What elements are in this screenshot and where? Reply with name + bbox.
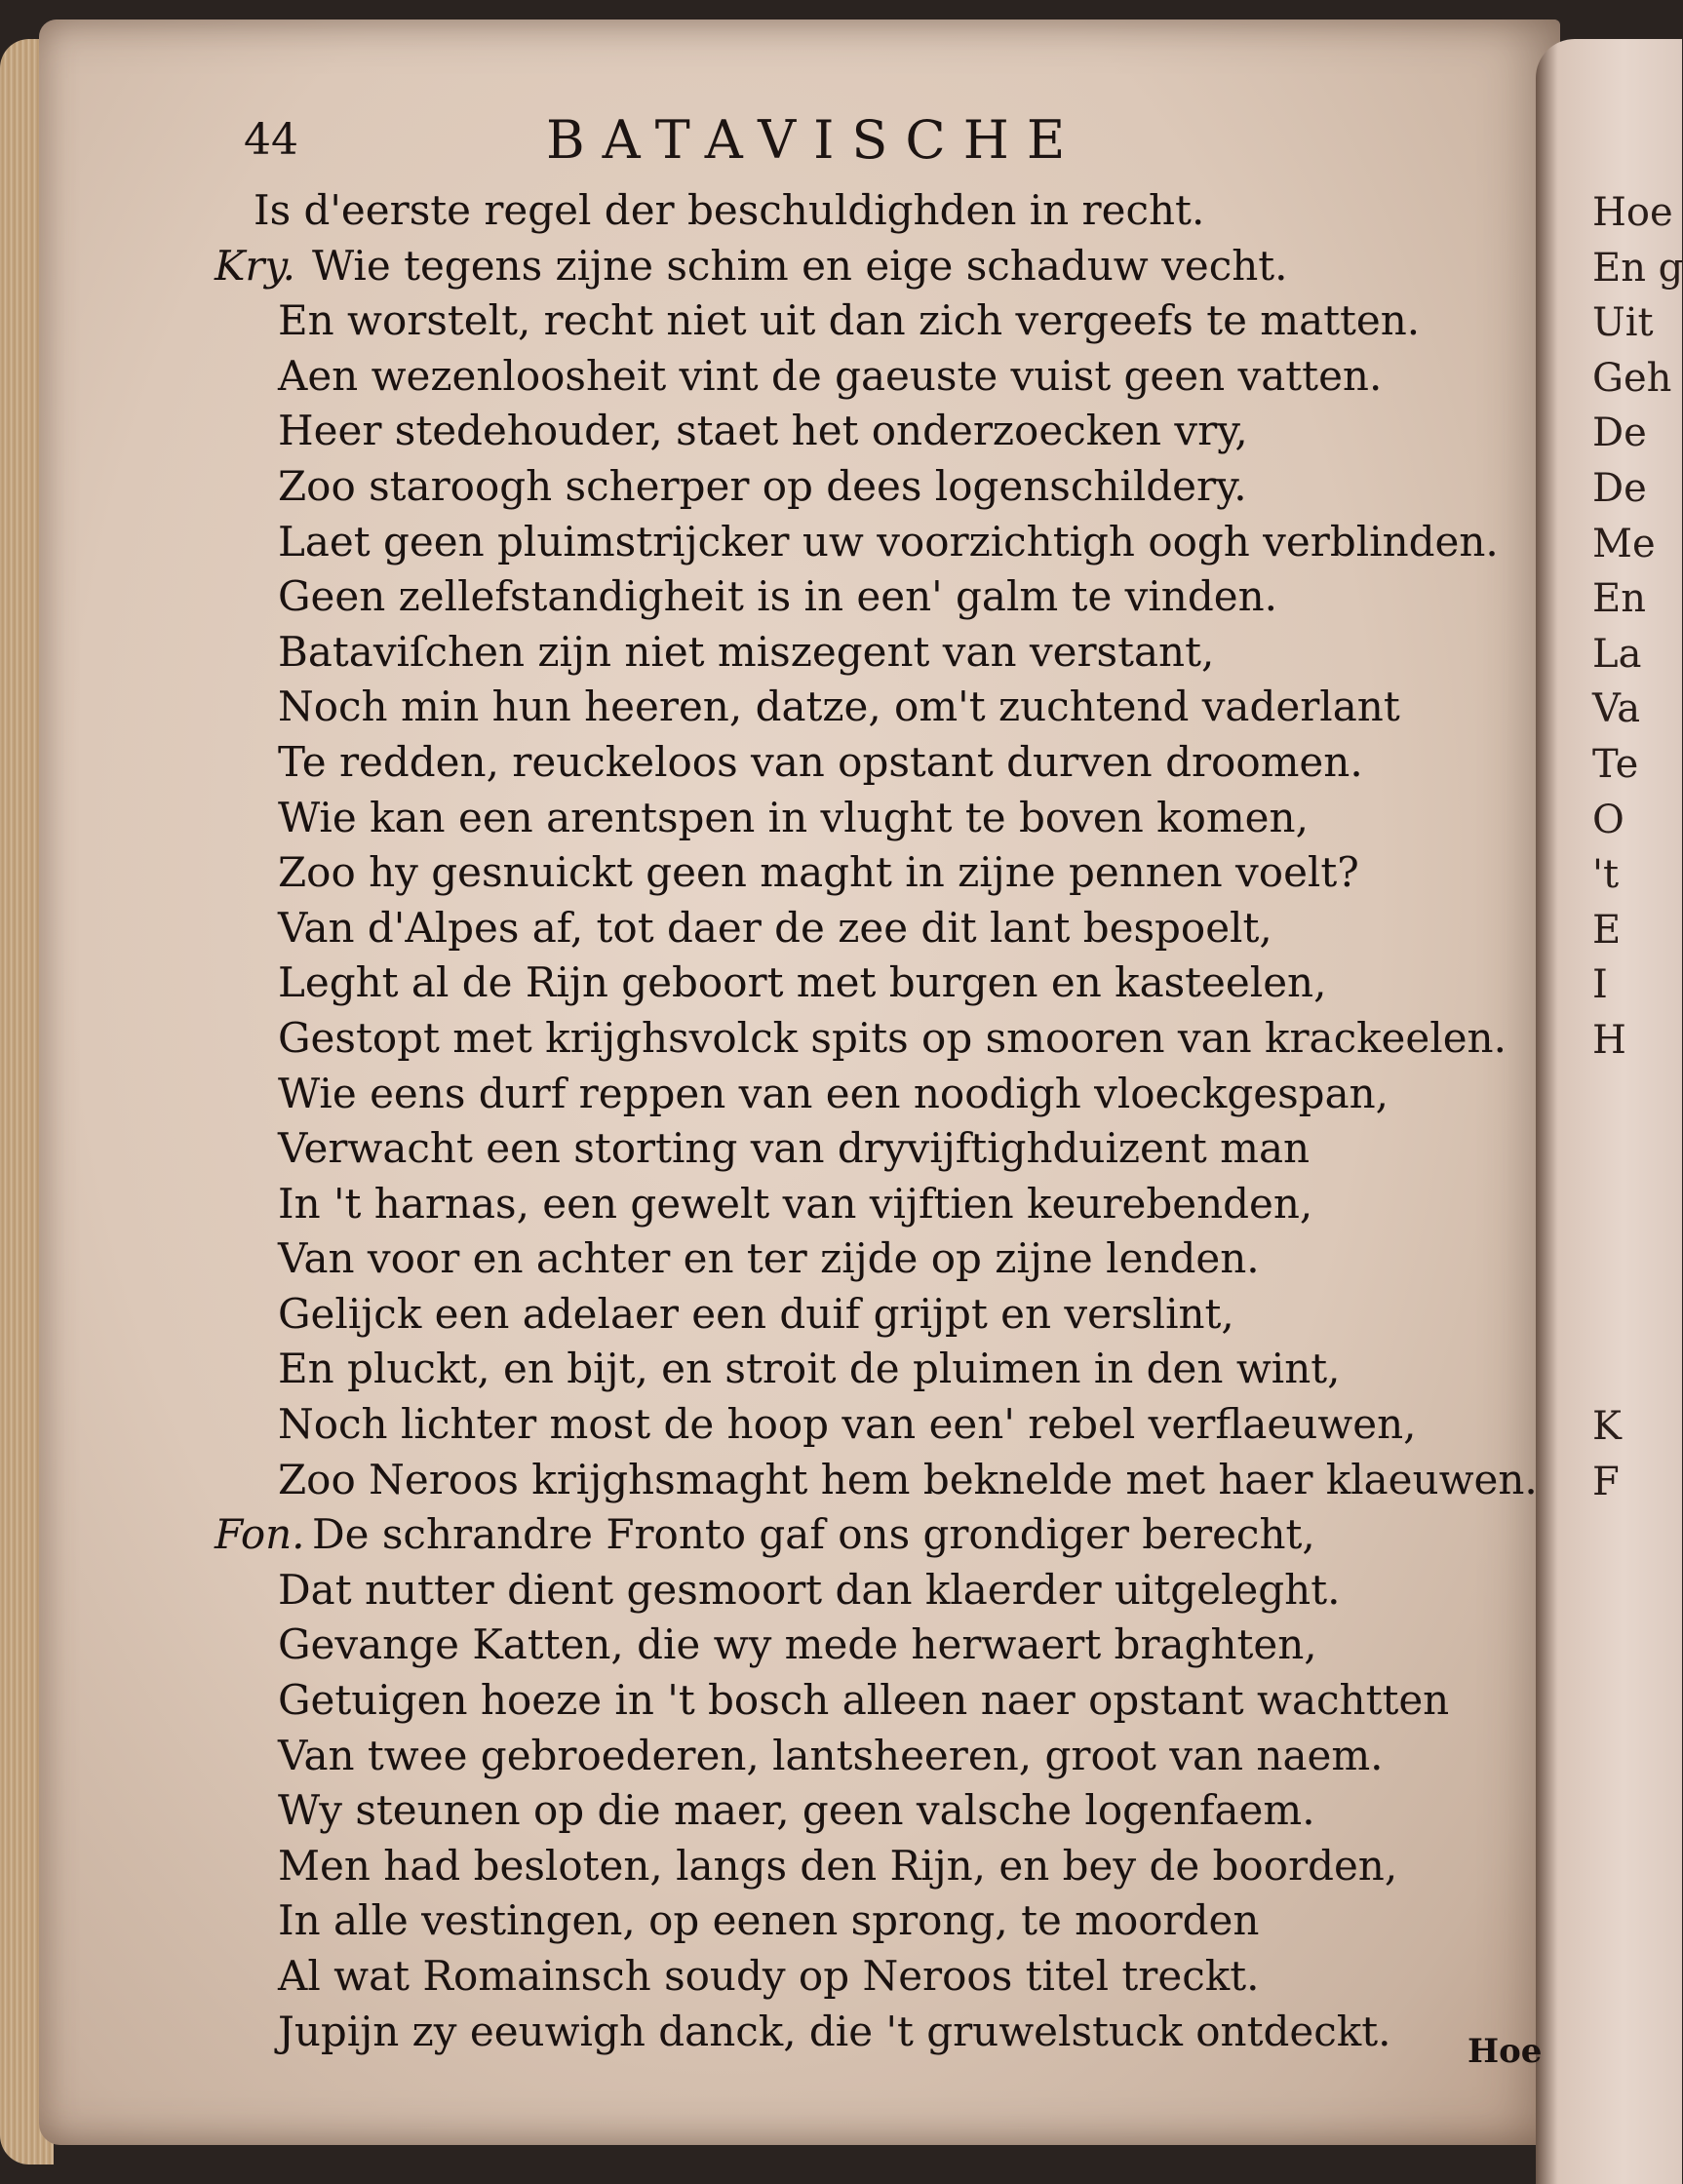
verse-line [215,569,1560,625]
speaker-label: Fon. [215,1510,305,1559]
right-page-fragment: H [1592,1017,1626,1063]
verse-line [215,2005,1560,2060]
verse-line [215,404,1560,459]
verse-line [215,515,1560,570]
verse-line [215,1121,1560,1177]
verse-text-line: Zoo hy gesnuickt geen maght in zijne pennen voelt? [278,848,1359,897]
verse-text-line: Gestopt met krijghsvolck spits op smooren van krackeelen. [278,1013,1507,1062]
verse-line [215,1673,1560,1729]
right-page-fragment [1592,1179,1661,1234]
right-page-fragment: En [1592,576,1646,622]
page-number: 44 [244,115,298,165]
right-page-fragment [1592,1123,1661,1179]
verse-text-line: Wie tegens zijne schim en eige schaduw vecht. [312,241,1288,290]
right-page-fragment: Te [1592,741,1639,787]
catchword: Hoe [1468,2032,1543,2071]
verse-text [215,183,1560,2059]
verse-line [215,1949,1560,2005]
verse-text-line: Men had besloten, langs den Rijn, en bey de boorden, [278,1841,1398,1890]
verse-line [215,1783,1560,1839]
verse-line [215,625,1560,681]
verse-line [215,1563,1560,1618]
verse-text-line: Al wat Romainsch soudy op Neroos titel treckt. [278,1952,1260,2000]
verse-line [215,459,1560,515]
verse-text-line: Noch min hun heeren, datze, om't zuchtend vaderlant [278,682,1400,731]
verse-text-line: Te redden, reuckeloos van opstant durven droomen. [278,737,1363,786]
right-page-fragment: 't [1592,852,1620,898]
verse-text-line: Zoo staroogh scherper op dees logenschildery. [278,461,1247,510]
right-page-fragment: E [1592,907,1622,953]
verse-text-line: In alle vestingen, op eenen sprong, te moorden [278,1896,1260,1945]
verse-line [215,1893,1560,1949]
verse-text-line: Noch lichter most de hoop van een' rebel verflaeuwen, [278,1400,1417,1449]
right-page-fragment: Me [1592,521,1656,566]
verse-line [215,293,1560,349]
verse-line [215,1618,1560,1673]
verse-line [215,349,1560,405]
verse-text-line: Laet geen pluimstrijcker uw voorzichtigh oogh verblinden. [278,517,1499,566]
right-page-fragment: Hoe [1592,190,1673,235]
right-page-fragment: En g [1592,245,1683,291]
verse-line [215,1287,1560,1343]
speaker-label: Kry. [215,241,295,290]
verse-line [215,1397,1560,1453]
verse-text-line: Van twee gebroederen, lantsheeren, groot van naem. [278,1731,1384,1779]
right-page-fragment: Geh [1592,355,1672,401]
verse-text-line: Geen zellefstandigheit is in een' galm te vinden. [278,572,1278,621]
verse-text-line: Dat nutter dient gesmoort dan klaerder uitgeleght. [278,1565,1341,1614]
verse-text-line: De schrandre Fronto gaf ons grondiger berecht, [312,1510,1315,1559]
verse-line [215,1177,1560,1232]
right-page-fragment: Uit [1592,300,1654,346]
verse-text-line: En pluckt, en bijt, en stroit de pluimen in den wint, [278,1345,1341,1393]
verse-line [215,183,1560,239]
verse-line [215,1067,1560,1122]
verse-line [215,845,1560,901]
verse-text-line: Wy steunen op die maer, geen valsche logenfaem. [278,1786,1315,1835]
verse-text-line: Verwacht een storting van dryvijftighduizent man [278,1124,1311,1173]
right-page-fragment [1592,1069,1661,1124]
verse-line [215,1729,1560,1784]
verse-text-line: In 't harnas, een gewelt van vijftien keurebenden, [278,1179,1313,1228]
right-page-fragment: De [1592,410,1647,456]
verse-line [215,239,1560,294]
right-page-fragment: Va [1592,686,1641,732]
verse-line [215,791,1560,846]
verse-text-line: Getuigen hoeze in 't bosch alleen naer opstant wachtten [278,1676,1450,1725]
right-page-fragment: O [1592,797,1624,842]
right-page-fragment: La [1592,631,1642,677]
right-page-fragments [1592,185,1683,1509]
verse-line [215,1342,1560,1397]
right-page-fragment [1592,1344,1661,1399]
right-page-fragment: F [1592,1459,1620,1504]
verse-text-line: Wie eens durf reppen van een noodigh vloeckgespan, [278,1069,1389,1117]
verse-line [215,735,1560,791]
verse-line [215,901,1560,956]
verse-text-line: Van d'Alpes af, tot daer de zee dit lant bespoelt, [278,903,1272,952]
verse-text-line: Is d'eerste regel der beschuldighden in recht. [254,186,1205,234]
verse-text-line: En worstelt, recht niet uit dan zich vergeefs te matten. [278,296,1421,345]
verse-text-line: Gelijck een adelaer een duif grijpt en verslint, [278,1289,1234,1338]
right-page-fragment [1592,1289,1661,1345]
verse-line [215,1231,1560,1287]
verse-line [215,1011,1560,1067]
verse-line [215,680,1560,735]
verse-text-line: Aen wezenloosheit vint de gaeuste vuist geen vatten. [278,351,1383,400]
page-header [244,109,1248,177]
verse-text-line: Gevange Katten, die wy mede herwaert braghten, [278,1620,1317,1669]
right-page-fragment [1592,1233,1661,1289]
verse-text-line: Zoo Neroos krijghsmaght hem beknelde met haer klaeuwen. [278,1455,1538,1503]
verse-line [215,1839,1560,1894]
verse-text-line: Leght al de Rijn geboort met burgen en kasteelen, [278,958,1327,1007]
verse-text-line: Heer stedehouder, staet het onderzoecken vry, [278,407,1248,455]
verse-line [215,1507,1560,1563]
verse-line [215,1453,1560,1508]
right-page-fragment: I [1592,962,1608,1008]
running-title: BATAVISCHE [546,109,1083,171]
verse-text-line: Wie kan een arentspen in vlught te boven komen, [278,793,1309,841]
right-page-fragment: De [1592,465,1647,511]
verse-text-line: Van voor en achter en ter zijde op zijne lenden. [278,1234,1260,1283]
verse-text-line: Bataviſchen zijn niet miszegent van verstant, [278,627,1215,676]
verse-line [215,956,1560,1011]
right-page-fragment: K [1592,1404,1622,1450]
verse-text-line: Jupijn zy eeuwigh danck, die 't gruwelstuck ontdeckt. [278,2007,1391,2055]
